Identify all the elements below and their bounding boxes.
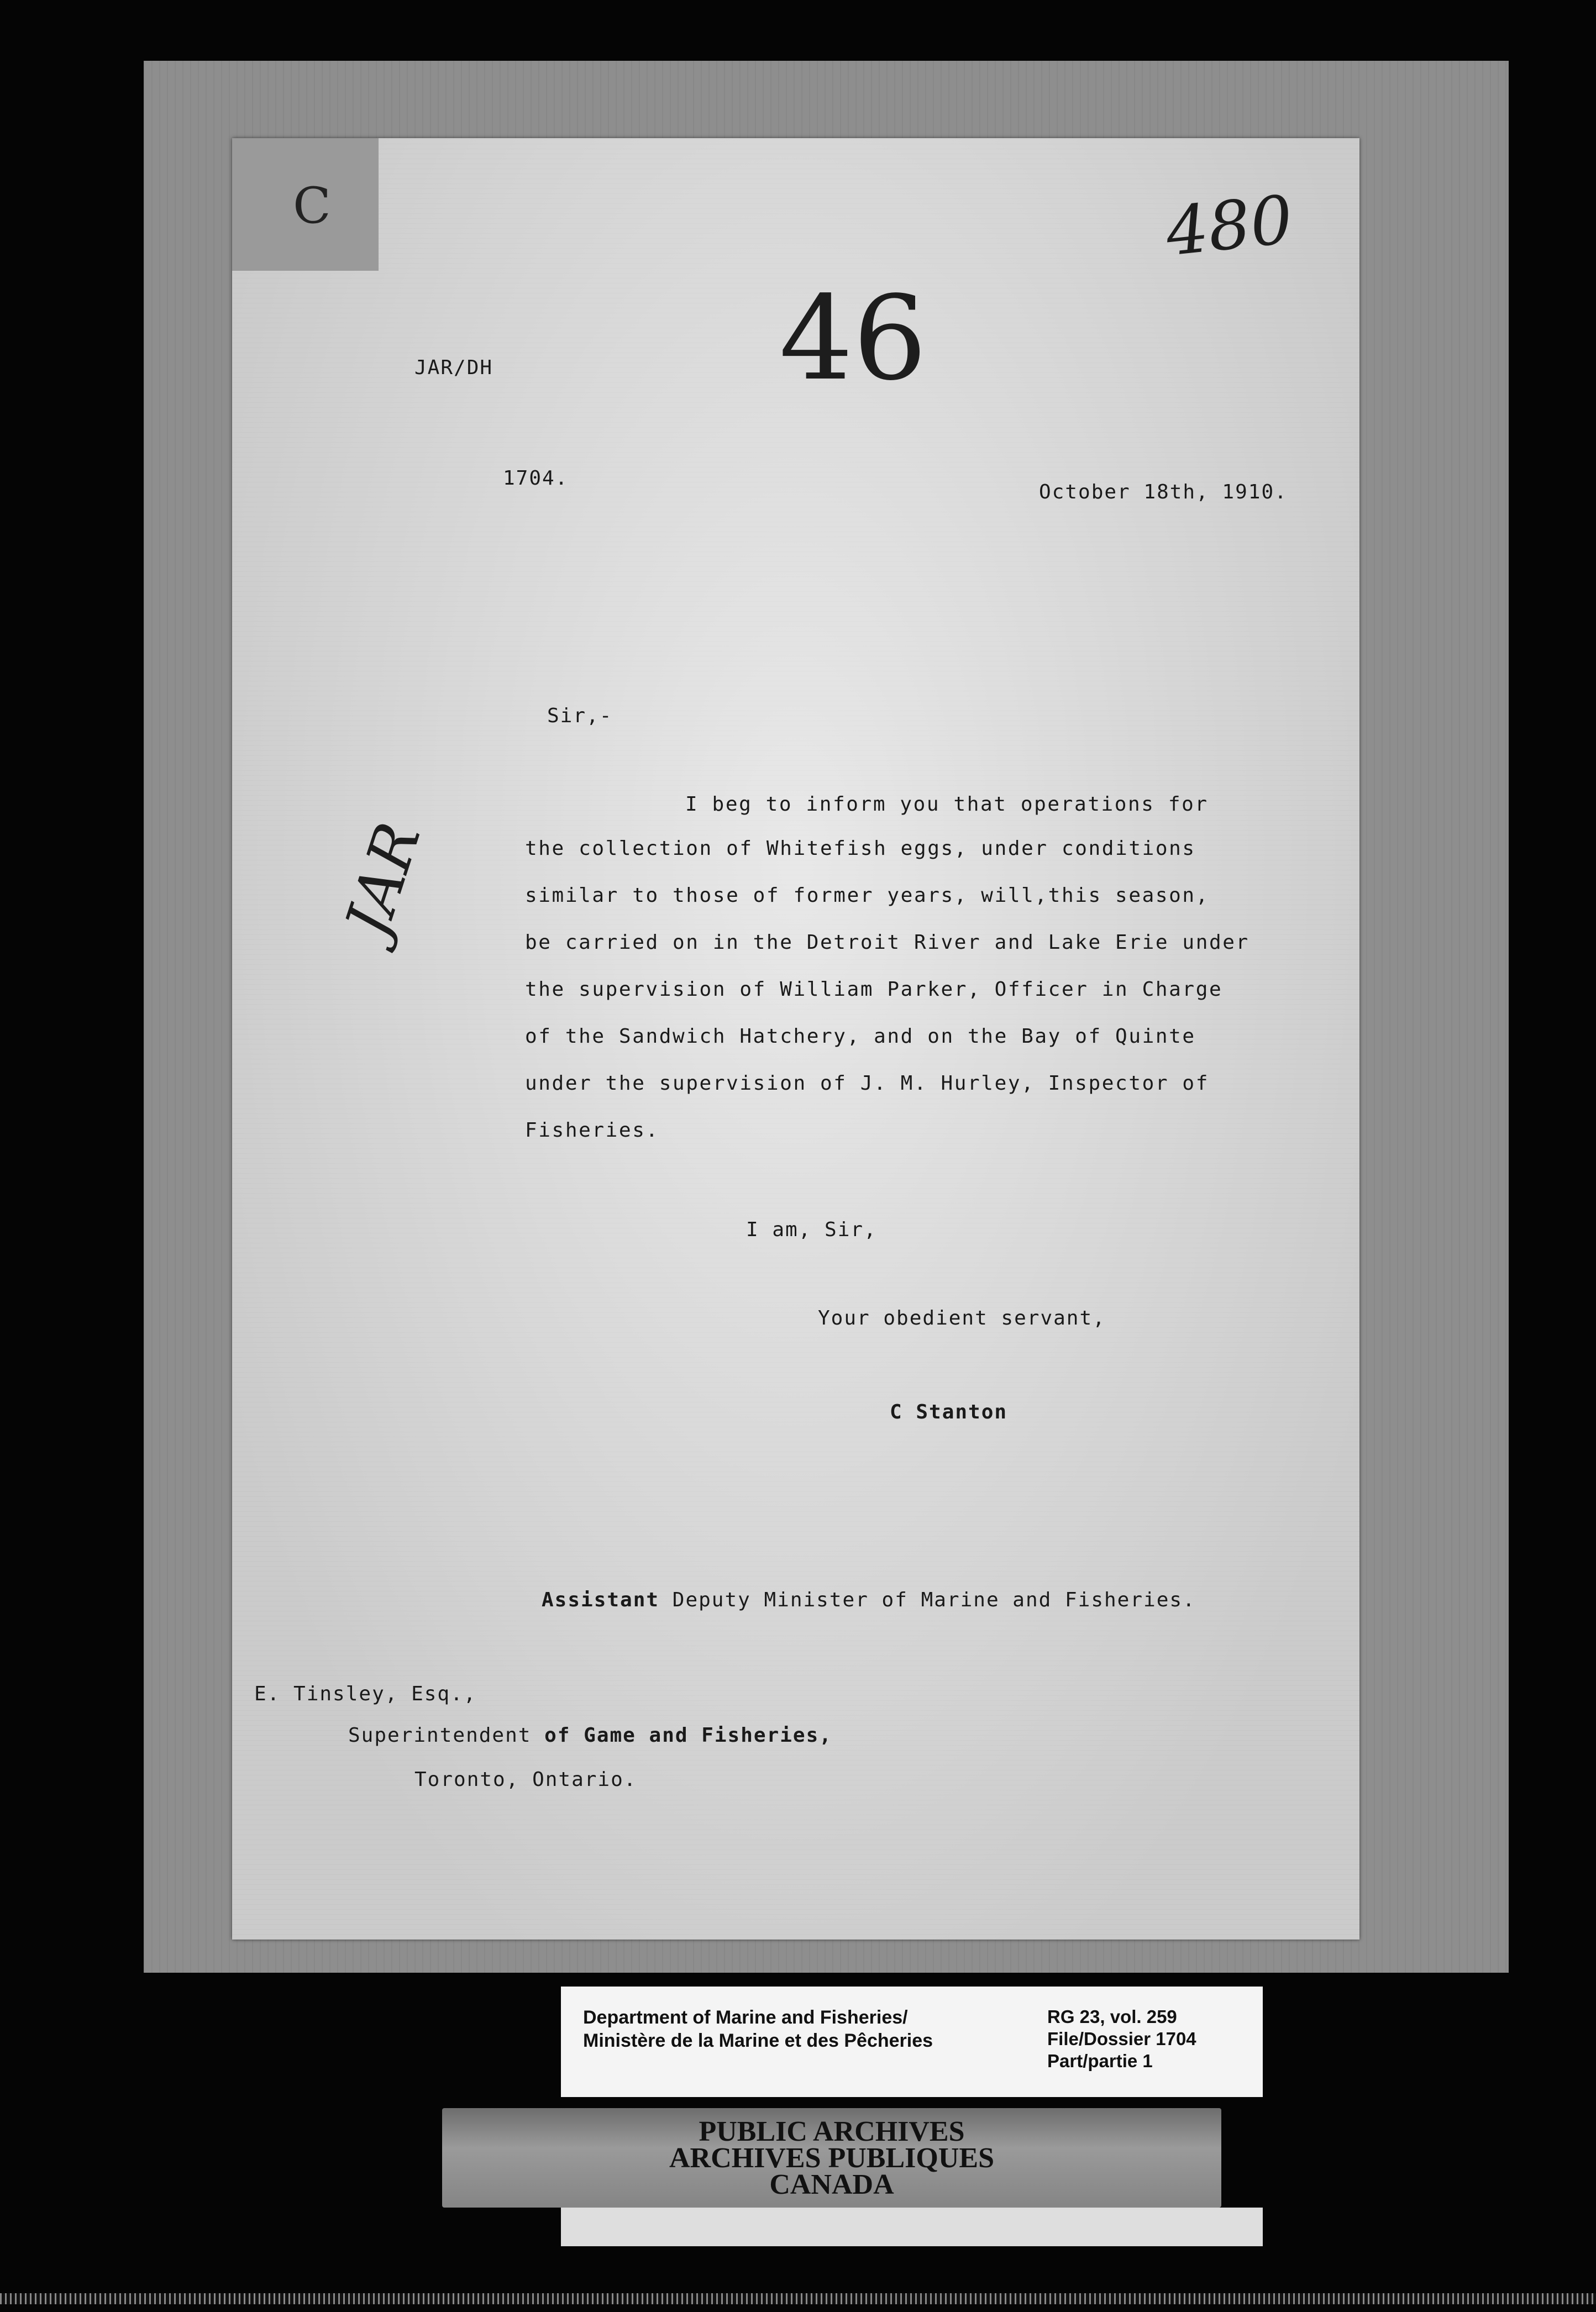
addressee-city: Toronto, Ontario. (414, 1768, 637, 1791)
archive-label (561, 1987, 1263, 2097)
signatory-title-rest: Deputy Minister of Marine and Fisheries. (672, 1589, 1196, 1611)
body-line: of the Sandwich Hatchery, and on the Bay of Quinte (525, 1025, 1196, 1048)
file-number: 1704. (503, 467, 569, 490)
archive-stamp (442, 2108, 1221, 2208)
body-line: Fisheries. (525, 1119, 659, 1142)
part-reference: Part/partie 1 (1047, 2051, 1153, 2071)
signature: C Stanton (890, 1401, 1008, 1423)
file-reference: File/Dossier 1704 (1047, 2029, 1196, 2049)
department-english: Department of Marine and Fisheries/ (583, 2007, 908, 2028)
body-line: be carried on in the Detroit River and Lake Erie under (525, 931, 1250, 954)
stamp-line-2: ARCHIVES PUBLIQUES (669, 2142, 995, 2174)
archive-reference (1047, 2006, 1196, 2072)
closing-line: I am, Sir, (746, 1218, 877, 1241)
corner-mark: C (293, 177, 331, 235)
addressee-name: E. Tinsley, Esq., (254, 1683, 477, 1705)
body-line: the supervision of William Parker, Officer in Charge (525, 978, 1223, 1001)
signatory-title-bold: Assistant (542, 1589, 660, 1611)
signatory-title (542, 1589, 1196, 1611)
addressee-position-plain: Superintendent (348, 1724, 532, 1747)
body-line: similar to those of former years, will,this season, (525, 884, 1209, 907)
folio-number: 480 (1162, 181, 1296, 271)
handwritten-initials: JAR (332, 814, 434, 945)
label-bottom-strip (561, 2208, 1263, 2246)
addressee-position-bold: of Game and Fisheries, (544, 1724, 832, 1747)
addressee-position (348, 1724, 832, 1747)
reference-code: JAR/DH (414, 356, 494, 379)
record-group: RG 23, vol. 259 (1047, 2006, 1177, 2027)
body-line: under the supervision of J. M. Hurley, Inspector of (525, 1072, 1209, 1095)
body-line: the collection of Whitefish eggs, under conditions (525, 837, 1196, 860)
archive-department (583, 2006, 933, 2052)
margin-number: 46 (779, 271, 927, 406)
body-line: I beg to inform you that operations for (685, 793, 1209, 816)
stamp-line-3: CANADA (769, 2169, 894, 2200)
letter-date: October 18th, 1910. (1039, 481, 1288, 503)
stamp-line-1: PUBLIC ARCHIVES (699, 2116, 965, 2147)
salutation: Sir,- (547, 705, 613, 727)
corner-tab (232, 138, 379, 271)
letter-sheet (232, 138, 1359, 1940)
department-french: Ministère de la Marine et des Pêcheries (583, 2030, 933, 2051)
film-edge (0, 2293, 1596, 2304)
closing-line: Your obedient servant, (818, 1307, 1106, 1330)
